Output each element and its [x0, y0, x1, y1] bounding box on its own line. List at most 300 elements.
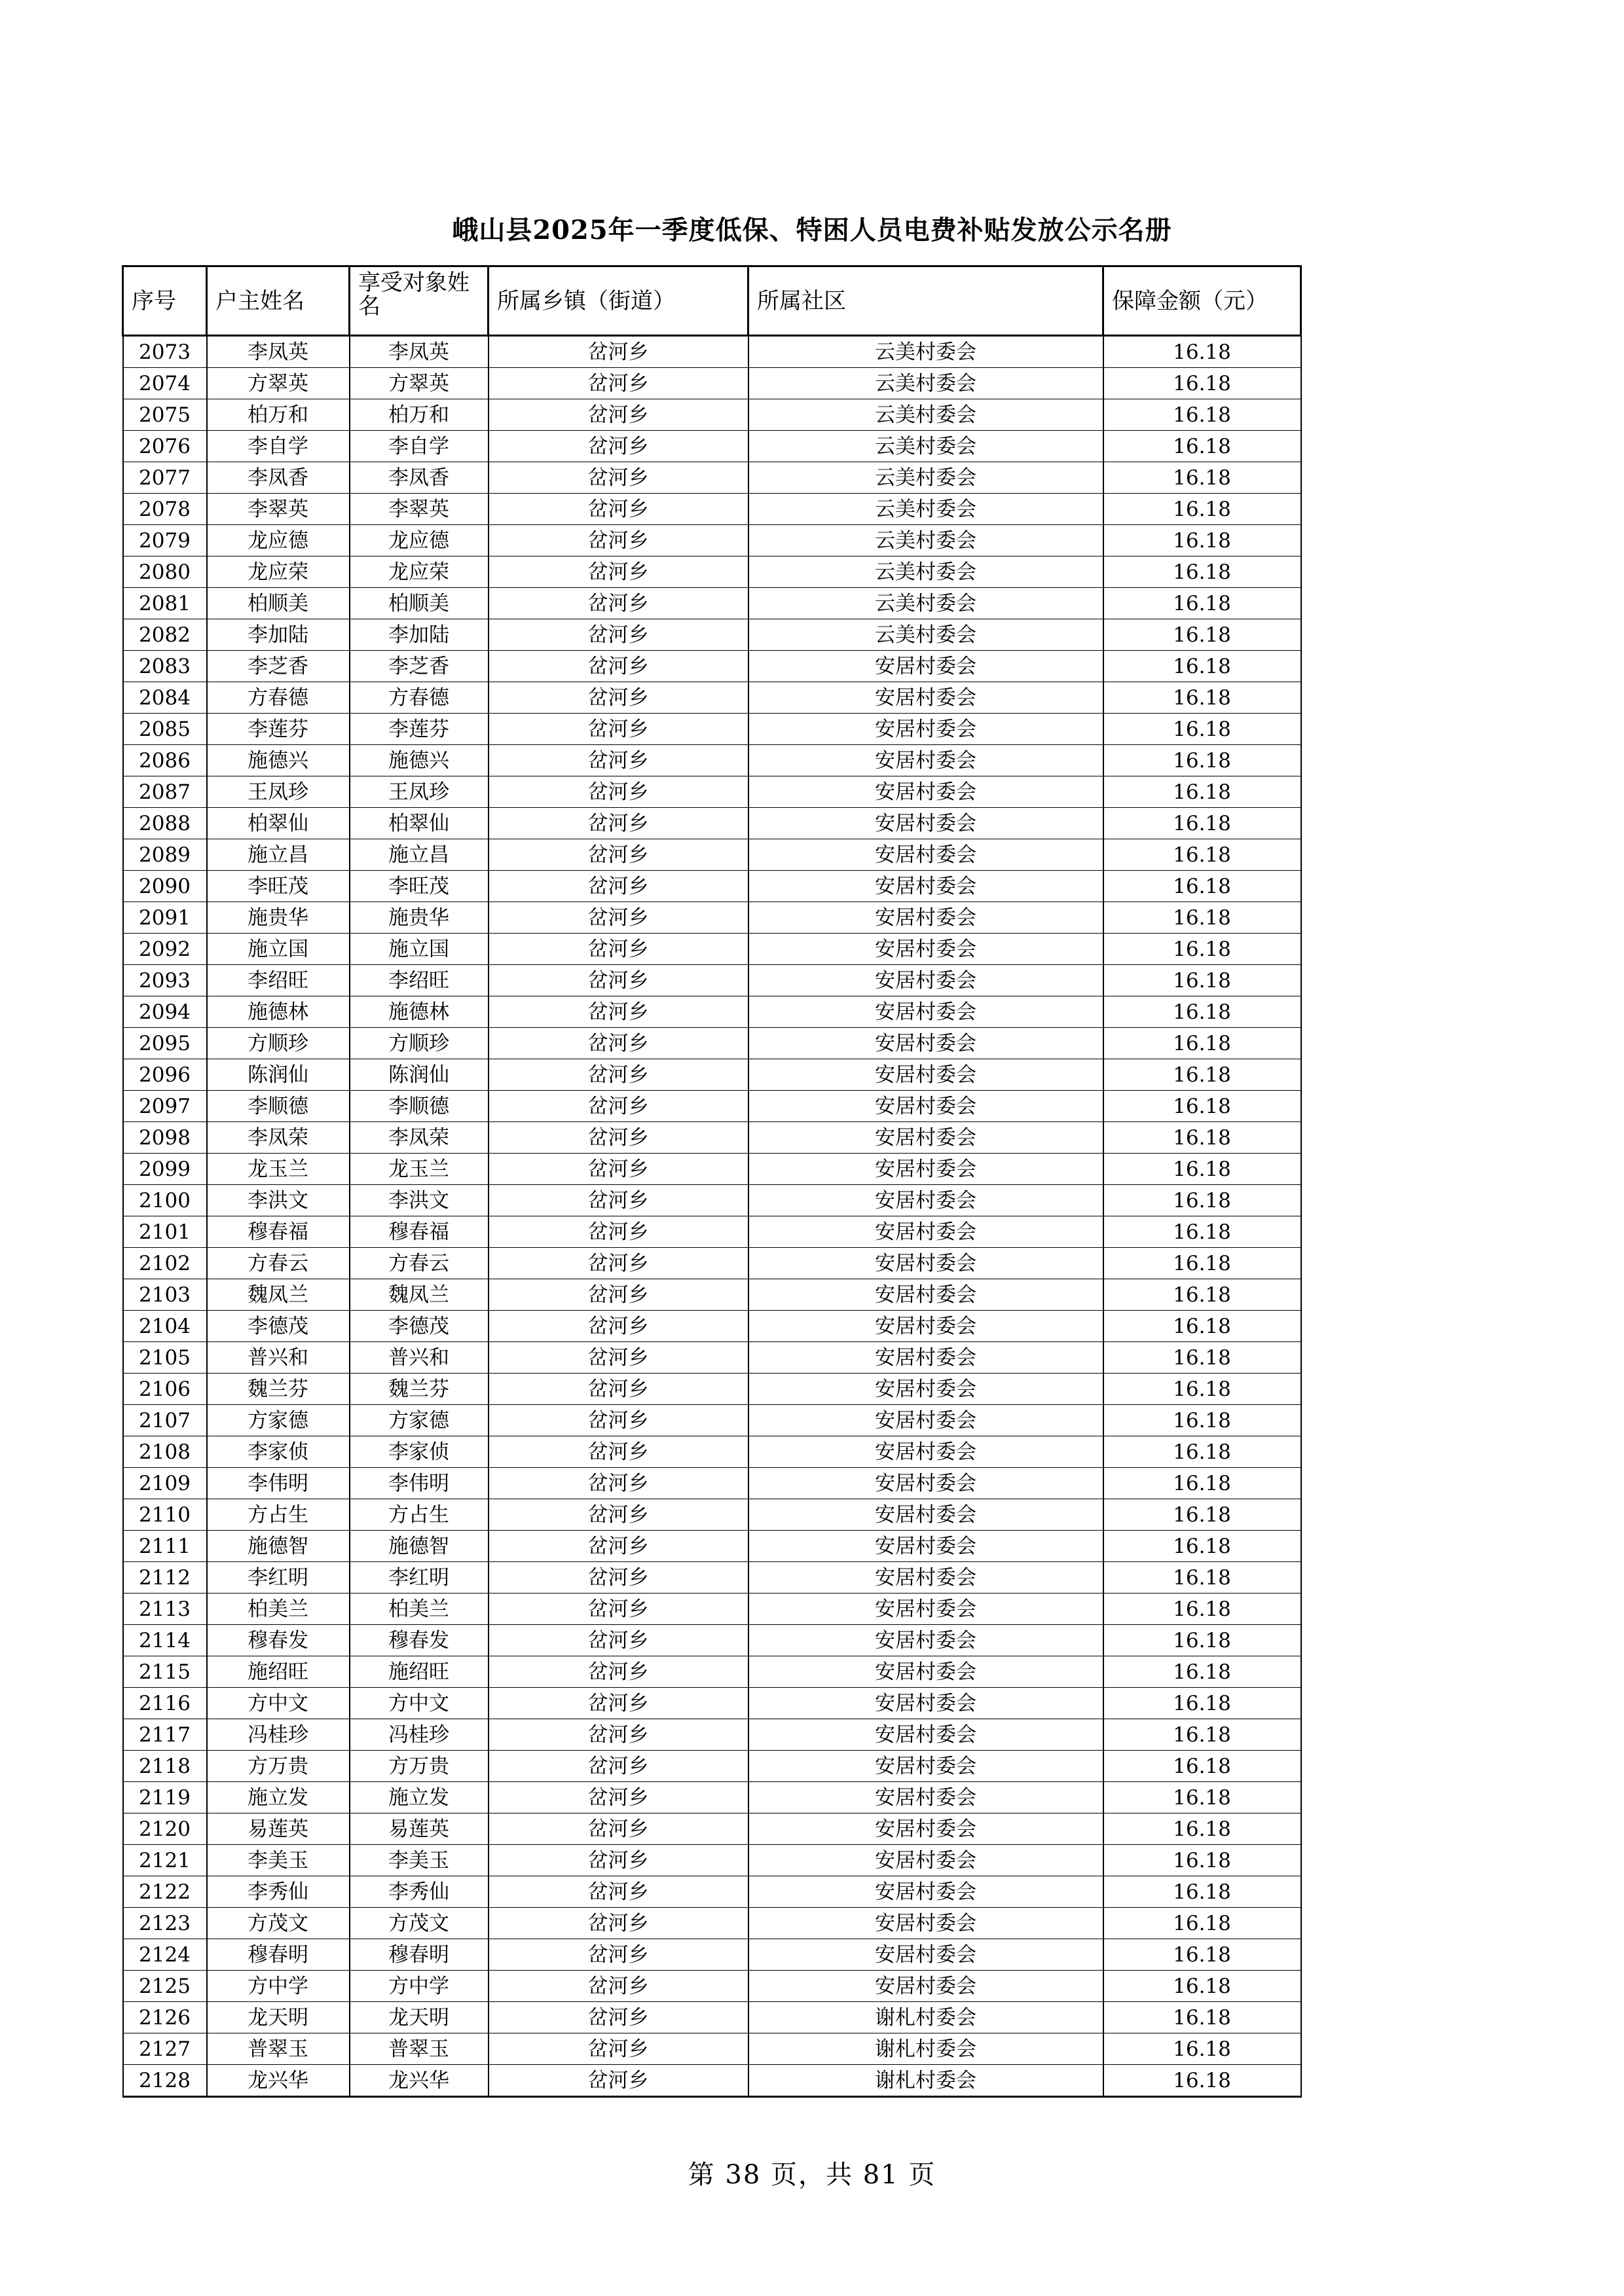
row-no: 2096: [123, 1059, 207, 1091]
amount-value: 16.18: [1103, 1751, 1301, 1782]
row-no: 2095: [123, 1028, 207, 1059]
amount-value: 16.18: [1103, 462, 1301, 494]
table-row: [123, 902, 1301, 934]
community-name: 安居村委会: [748, 1059, 1103, 1091]
household-head-name: 李旺茂: [207, 871, 350, 902]
table-row: [123, 336, 1301, 368]
household-head-name: 施立昌: [207, 839, 350, 871]
table-row: [123, 1279, 1301, 1311]
beneficiary-name: 李芝香: [350, 651, 489, 682]
table-row: [123, 839, 1301, 871]
household-head-name: 施德兴: [207, 745, 350, 776]
beneficiary-name: 龙玉兰: [350, 1154, 489, 1185]
amount-value: 16.18: [1103, 2033, 1301, 2065]
household-head-name: 穆春福: [207, 1216, 350, 1248]
table-row: [123, 1405, 1301, 1436]
household-head-name: 普兴和: [207, 1342, 350, 1374]
table-row: [123, 1154, 1301, 1185]
beneficiary-name: 李伟明: [350, 1468, 489, 1499]
table-row: [123, 1845, 1301, 1876]
table-row: [123, 1562, 1301, 1594]
town-name: 岔河乡: [489, 1342, 748, 1374]
beneficiary-name: 施贵华: [350, 902, 489, 934]
row-no: 2080: [123, 556, 207, 588]
row-no: 2111: [123, 1531, 207, 1562]
table-row: [123, 714, 1301, 745]
town-name: 岔河乡: [489, 1059, 748, 1091]
amount-value: 16.18: [1103, 1782, 1301, 1813]
household-head-name: 施贵华: [207, 902, 350, 934]
amount-value: 16.18: [1103, 1185, 1301, 1216]
beneficiary-name: 李家侦: [350, 1436, 489, 1468]
beneficiary-name: 方万贵: [350, 1751, 489, 1782]
amount-value: 16.18: [1103, 1154, 1301, 1185]
town-name: 岔河乡: [489, 1719, 748, 1751]
amount-value: 16.18: [1103, 714, 1301, 745]
table-row: [123, 1436, 1301, 1468]
community-name: 云美村委会: [748, 556, 1103, 588]
beneficiary-name: 李凤香: [350, 462, 489, 494]
table-row: [123, 1625, 1301, 1656]
row-no: 2105: [123, 1342, 207, 1374]
row-no: 2122: [123, 1876, 207, 1908]
table-row: [123, 651, 1301, 682]
table-row: [123, 1751, 1301, 1782]
household-head-name: 施德智: [207, 1531, 350, 1562]
town-name: 岔河乡: [489, 1122, 748, 1154]
household-head-name: 李家侦: [207, 1436, 350, 1468]
row-no: 2082: [123, 619, 207, 651]
beneficiary-name: 方翠英: [350, 368, 489, 399]
table-row: [123, 1091, 1301, 1122]
household-head-name: 李德茂: [207, 1311, 350, 1342]
row-no: 2076: [123, 431, 207, 462]
community-name: 安居村委会: [748, 1185, 1103, 1216]
town-name: 岔河乡: [489, 1876, 748, 1908]
beneficiary-name: 李洪文: [350, 1185, 489, 1216]
household-head-name: 李秀仙: [207, 1876, 350, 1908]
row-no: 2088: [123, 808, 207, 839]
household-head-name: 方中文: [207, 1688, 350, 1719]
town-name: 岔河乡: [489, 651, 748, 682]
town-name: 岔河乡: [489, 1594, 748, 1625]
table-row: [123, 1971, 1301, 2002]
beneficiary-name: 柏顺美: [350, 588, 489, 619]
row-no: 2086: [123, 745, 207, 776]
table-header: [123, 266, 1301, 336]
community-name: 安居村委会: [748, 745, 1103, 776]
row-no: 2101: [123, 1216, 207, 1248]
town-name: 岔河乡: [489, 1185, 748, 1216]
row-no: 2097: [123, 1091, 207, 1122]
community-name: 安居村委会: [748, 1813, 1103, 1845]
table-row: [123, 1876, 1301, 1908]
beneficiary-name: 穆春发: [350, 1625, 489, 1656]
town-name: 岔河乡: [489, 1751, 748, 1782]
household-head-name: 施绍旺: [207, 1656, 350, 1688]
amount-value: 16.18: [1103, 1059, 1301, 1091]
town-name: 岔河乡: [489, 1279, 748, 1311]
table-row: [123, 1594, 1301, 1625]
community-name: 云美村委会: [748, 494, 1103, 525]
amount-value: 16.18: [1103, 1279, 1301, 1311]
table-row: [123, 1248, 1301, 1279]
community-name: 安居村委会: [748, 1876, 1103, 1908]
beneficiary-name: 方春德: [350, 682, 489, 714]
row-no: 2109: [123, 1468, 207, 1499]
household-head-name: 易莲英: [207, 1813, 350, 1845]
town-name: 岔河乡: [489, 1908, 748, 1939]
town-name: 岔河乡: [489, 1374, 748, 1405]
community-name: 安居村委会: [748, 776, 1103, 808]
beneficiary-name: 冯桂珍: [350, 1719, 489, 1751]
beneficiary-name: 方占生: [350, 1499, 489, 1531]
beneficiary-name: 李德茂: [350, 1311, 489, 1342]
row-no: 2098: [123, 1122, 207, 1154]
town-name: 岔河乡: [489, 1782, 748, 1813]
table-row: [123, 2065, 1301, 2097]
amount-value: 16.18: [1103, 1499, 1301, 1531]
town-name: 岔河乡: [489, 556, 748, 588]
amount-value: 16.18: [1103, 1028, 1301, 1059]
community-name: 云美村委会: [748, 431, 1103, 462]
amount-value: 16.18: [1103, 1311, 1301, 1342]
beneficiary-name: 李自学: [350, 431, 489, 462]
household-head-name: 方春云: [207, 1248, 350, 1279]
community-name: 云美村委会: [748, 368, 1103, 399]
beneficiary-name: 龙应荣: [350, 556, 489, 588]
row-no: 2079: [123, 525, 207, 556]
beneficiary-name: 施立国: [350, 934, 489, 965]
town-name: 岔河乡: [489, 431, 748, 462]
community-name: 云美村委会: [748, 588, 1103, 619]
community-name: 云美村委会: [748, 399, 1103, 431]
row-no: 2118: [123, 1751, 207, 1782]
table-row: [123, 1028, 1301, 1059]
row-no: 2108: [123, 1436, 207, 1468]
beneficiary-name: 李美玉: [350, 1845, 489, 1876]
beneficiary-name: 方中学: [350, 1971, 489, 2002]
community-name: 安居村委会: [748, 1279, 1103, 1311]
beneficiary-name: 李翠英: [350, 494, 489, 525]
community-name: 谢札村委会: [748, 2033, 1103, 2065]
amount-value: 16.18: [1103, 839, 1301, 871]
town-name: 岔河乡: [489, 619, 748, 651]
town-name: 岔河乡: [489, 965, 748, 996]
household-head-name: 方顺珍: [207, 1028, 350, 1059]
town-name: 岔河乡: [489, 714, 748, 745]
row-no: 2113: [123, 1594, 207, 1625]
beneficiary-name: 穆春明: [350, 1939, 489, 1971]
amount-value: 16.18: [1103, 871, 1301, 902]
household-head-name: 冯桂珍: [207, 1719, 350, 1751]
beneficiary-name: 方顺珍: [350, 1028, 489, 1059]
table-row: [123, 368, 1301, 399]
amount-value: 16.18: [1103, 1374, 1301, 1405]
community-name: 安居村委会: [748, 651, 1103, 682]
row-no: 2128: [123, 2065, 207, 2097]
beneficiary-name: 柏翠仙: [350, 808, 489, 839]
town-name: 岔河乡: [489, 1939, 748, 1971]
row-no: 2115: [123, 1656, 207, 1688]
header-community: 所属社区: [748, 266, 1103, 336]
table-row: [123, 1374, 1301, 1405]
community-name: 安居村委会: [748, 1405, 1103, 1436]
household-head-name: 龙天明: [207, 2002, 350, 2033]
amount-value: 16.18: [1103, 1971, 1301, 2002]
amount-value: 16.18: [1103, 1468, 1301, 1499]
row-no: 2078: [123, 494, 207, 525]
amount-value: 16.18: [1103, 556, 1301, 588]
household-head-name: 龙应荣: [207, 556, 350, 588]
row-no: 2102: [123, 1248, 207, 1279]
amount-value: 16.18: [1103, 1594, 1301, 1625]
table-row: [123, 1688, 1301, 1719]
amount-value: 16.18: [1103, 1562, 1301, 1594]
town-name: 岔河乡: [489, 934, 748, 965]
beneficiary-name: 柏美兰: [350, 1594, 489, 1625]
community-name: 安居村委会: [748, 902, 1103, 934]
amount-value: 16.18: [1103, 2065, 1301, 2097]
beneficiary-name: 方春云: [350, 1248, 489, 1279]
header-row: [123, 266, 1301, 336]
household-head-name: 柏万和: [207, 399, 350, 431]
household-head-name: 方占生: [207, 1499, 350, 1531]
header-town: 所属乡镇（街道）: [489, 266, 748, 336]
header-amount: 保障金额（元）: [1103, 266, 1301, 336]
community-name: 谢札村委会: [748, 2002, 1103, 2033]
town-name: 岔河乡: [489, 871, 748, 902]
town-name: 岔河乡: [489, 588, 748, 619]
town-name: 岔河乡: [489, 1531, 748, 1562]
household-head-name: 方翠英: [207, 368, 350, 399]
table-row: [123, 776, 1301, 808]
town-name: 岔河乡: [489, 1813, 748, 1845]
community-name: 安居村委会: [748, 1342, 1103, 1374]
amount-value: 16.18: [1103, 525, 1301, 556]
household-head-name: 柏美兰: [207, 1594, 350, 1625]
beneficiary-name: 李莲芬: [350, 714, 489, 745]
household-head-name: 李加陆: [207, 619, 350, 651]
town-name: 岔河乡: [489, 494, 748, 525]
amount-value: 16.18: [1103, 1248, 1301, 1279]
community-name: 安居村委会: [748, 808, 1103, 839]
amount-value: 16.18: [1103, 651, 1301, 682]
beneficiary-name: 施立昌: [350, 839, 489, 871]
community-name: 安居村委会: [748, 1656, 1103, 1688]
beneficiary-name: 龙天明: [350, 2002, 489, 2033]
amount-value: 16.18: [1103, 1436, 1301, 1468]
beneficiary-name: 易莲英: [350, 1813, 489, 1845]
table-row: [123, 556, 1301, 588]
town-name: 岔河乡: [489, 1688, 748, 1719]
town-name: 岔河乡: [489, 776, 748, 808]
community-name: 安居村委会: [748, 1216, 1103, 1248]
row-no: 2075: [123, 399, 207, 431]
household-head-name: 施德林: [207, 996, 350, 1028]
community-name: 谢札村委会: [748, 2065, 1103, 2097]
row-no: 2083: [123, 651, 207, 682]
table-row: [123, 1782, 1301, 1813]
table-row: [123, 1468, 1301, 1499]
community-name: 安居村委会: [748, 714, 1103, 745]
town-name: 岔河乡: [489, 1028, 748, 1059]
table-row: [123, 431, 1301, 462]
table-row: [123, 1122, 1301, 1154]
beneficiary-name: 施德智: [350, 1531, 489, 1562]
town-name: 岔河乡: [489, 682, 748, 714]
community-name: 安居村委会: [748, 1248, 1103, 1279]
row-no: 2114: [123, 1625, 207, 1656]
town-name: 岔河乡: [489, 2033, 748, 2065]
row-no: 2100: [123, 1185, 207, 1216]
town-name: 岔河乡: [489, 1436, 748, 1468]
table-row: [123, 1656, 1301, 1688]
amount-value: 16.18: [1103, 1625, 1301, 1656]
amount-value: 16.18: [1103, 1122, 1301, 1154]
amount-value: 16.18: [1103, 494, 1301, 525]
amount-value: 16.18: [1103, 934, 1301, 965]
header-no: 序号: [123, 266, 207, 336]
community-name: 安居村委会: [748, 682, 1103, 714]
household-head-name: 魏兰芬: [207, 1374, 350, 1405]
town-name: 岔河乡: [489, 336, 748, 368]
beneficiary-name: 魏凤兰: [350, 1279, 489, 1311]
row-no: 2121: [123, 1845, 207, 1876]
beneficiary-name: 李凤英: [350, 336, 489, 368]
household-head-name: 李凤香: [207, 462, 350, 494]
town-name: 岔河乡: [489, 996, 748, 1028]
row-no: 2123: [123, 1908, 207, 1939]
community-name: 安居村委会: [748, 1688, 1103, 1719]
amount-value: 16.18: [1103, 1845, 1301, 1876]
row-no: 2091: [123, 902, 207, 934]
beneficiary-name: 方中文: [350, 1688, 489, 1719]
town-name: 岔河乡: [489, 1311, 748, 1342]
beneficiary-name: 施德林: [350, 996, 489, 1028]
beneficiary-name: 李绍旺: [350, 965, 489, 996]
household-head-name: 李绍旺: [207, 965, 350, 996]
community-name: 安居村委会: [748, 1531, 1103, 1562]
beneficiary-name: 李旺茂: [350, 871, 489, 902]
beneficiary-name: 方家德: [350, 1405, 489, 1436]
amount-value: 16.18: [1103, 588, 1301, 619]
town-name: 岔河乡: [489, 1562, 748, 1594]
table-row: [123, 2033, 1301, 2065]
amount-value: 16.18: [1103, 745, 1301, 776]
beneficiary-name: 施立发: [350, 1782, 489, 1813]
beneficiary-name: 穆春福: [350, 1216, 489, 1248]
community-name: 安居村委会: [748, 1939, 1103, 1971]
table-row: [123, 1311, 1301, 1342]
beneficiary-name: 柏万和: [350, 399, 489, 431]
household-head-name: 李洪文: [207, 1185, 350, 1216]
community-name: 安居村委会: [748, 1499, 1103, 1531]
town-name: 岔河乡: [489, 1216, 748, 1248]
household-head-name: 李翠英: [207, 494, 350, 525]
table-row: [123, 871, 1301, 902]
amount-value: 16.18: [1103, 1656, 1301, 1688]
header-household-head: 户主姓名: [207, 266, 350, 336]
table-row: [123, 399, 1301, 431]
household-head-name: 龙玉兰: [207, 1154, 350, 1185]
household-head-name: 李自学: [207, 431, 350, 462]
row-no: 2110: [123, 1499, 207, 1531]
amount-value: 16.18: [1103, 1719, 1301, 1751]
household-head-name: 李芝香: [207, 651, 350, 682]
household-head-name: 龙应德: [207, 525, 350, 556]
amount-value: 16.18: [1103, 902, 1301, 934]
amount-value: 16.18: [1103, 682, 1301, 714]
table-row: [123, 1059, 1301, 1091]
household-head-name: 李凤荣: [207, 1122, 350, 1154]
row-no: 2107: [123, 1405, 207, 1436]
amount-value: 16.18: [1103, 1688, 1301, 1719]
community-name: 安居村委会: [748, 934, 1103, 965]
community-name: 安居村委会: [748, 1719, 1103, 1751]
amount-value: 16.18: [1103, 2002, 1301, 2033]
row-no: 2106: [123, 1374, 207, 1405]
row-no: 2073: [123, 336, 207, 368]
household-head-name: 方中学: [207, 1971, 350, 2002]
row-no: 2093: [123, 965, 207, 996]
household-head-name: 李顺德: [207, 1091, 350, 1122]
household-head-name: 穆春明: [207, 1939, 350, 1971]
table-row: [123, 588, 1301, 619]
household-head-name: 施立发: [207, 1782, 350, 1813]
beneficiary-name: 王凤珍: [350, 776, 489, 808]
community-name: 安居村委会: [748, 1782, 1103, 1813]
household-head-name: 方家德: [207, 1405, 350, 1436]
household-head-name: 穆春发: [207, 1625, 350, 1656]
town-name: 岔河乡: [489, 1154, 748, 1185]
row-no: 2081: [123, 588, 207, 619]
community-name: 安居村委会: [748, 1845, 1103, 1876]
amount-value: 16.18: [1103, 808, 1301, 839]
community-name: 安居村委会: [748, 1091, 1103, 1122]
beneficiary-name: 方茂文: [350, 1908, 489, 1939]
town-name: 岔河乡: [489, 2065, 748, 2097]
amount-value: 16.18: [1103, 431, 1301, 462]
table-row: [123, 1216, 1301, 1248]
beneficiary-name: 李秀仙: [350, 1876, 489, 1908]
table-row: [123, 1813, 1301, 1845]
community-name: 云美村委会: [748, 462, 1103, 494]
town-name: 岔河乡: [489, 808, 748, 839]
household-head-name: 李美玉: [207, 1845, 350, 1876]
row-no: 2116: [123, 1688, 207, 1719]
amount-value: 16.18: [1103, 368, 1301, 399]
table-row: [123, 1908, 1301, 1939]
community-name: 安居村委会: [748, 1436, 1103, 1468]
table-row: [123, 996, 1301, 1028]
roster-table: [122, 265, 1302, 2098]
community-name: 安居村委会: [748, 1908, 1103, 1939]
amount-value: 16.18: [1103, 996, 1301, 1028]
household-head-name: 施立国: [207, 934, 350, 965]
table-body: [123, 336, 1301, 2097]
town-name: 岔河乡: [489, 462, 748, 494]
beneficiary-name: 李加陆: [350, 619, 489, 651]
town-name: 岔河乡: [489, 1625, 748, 1656]
community-name: 安居村委会: [748, 1468, 1103, 1499]
amount-value: 16.18: [1103, 1531, 1301, 1562]
row-no: 2085: [123, 714, 207, 745]
household-head-name: 李凤英: [207, 336, 350, 368]
community-name: 安居村委会: [748, 996, 1103, 1028]
row-no: 2084: [123, 682, 207, 714]
household-head-name: 王凤珍: [207, 776, 350, 808]
